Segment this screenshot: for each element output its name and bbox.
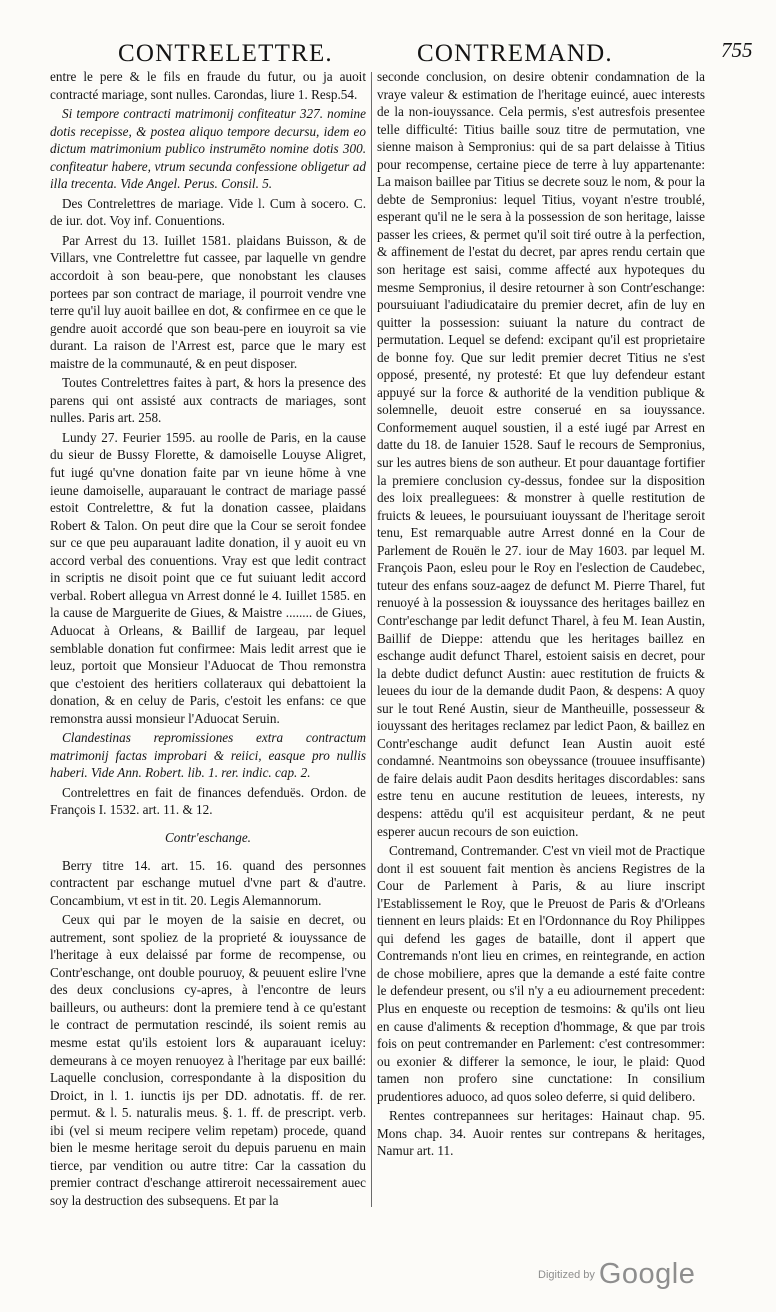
paragraph: Berry titre 14. art. 15. 16. quand des personnes contractent par eschange mutuel d'vne part & d'autre. Concambium, vt est in tit. 20. Legis Alemannorum. xyxy=(50,857,366,908)
paragraph: Lundy 27. Feurier 1595. au roolle de Paris, en la cause du sieur de Bussy Florette, & damoiselle Louyse Aligret, fut iugé qu'vne donation faite par vn ieune hōme à vne ieune damoiselle, auparauant le contract de mariage passé estoit Contrelettre, & fut la donation cassee, plaidans Robert & Talon. On peut dire que la Cour se seroit fondee sur ce que peu auparauant ladite donation, il y auoit eu vn accord verbal des conuentions. Vray est que ledit contract in scriptis ne disoit point que ce fut suiuant ledit accord verbal. Robert allegua vn Arrest donné le 4. Iuillet 1585. en la cause de Marguerite de Giues, & Maistre ........ de Giues, Aduocat à Orleans, & Baillif de Iargeau, par lequel semblable donation fut confirmee: Mais ledit arrest que ie leuz, portoit que Monsieur l'Aduocat de Thou remonstra que c'estoient des heritiers collateraux qui debattoient la donation, & en celuy de Paris, c'estoit les enfans: ce que remonstra aussi monsieur l'Aduocat Seruin. xyxy=(50,429,366,726)
watermark-digitized-label: Digitized by xyxy=(538,1268,595,1281)
paragraph: entre le pere & le fils en fraude du futur, ou ja auoit contracté mariage, sont nulles. Carondas, liure 1. Resp.54. xyxy=(50,69,366,102)
paragraph: seconde conclusion, on desire obtenir condamnation de la vraye valeur & estimation de l'heritage euincé, auec interests de la non-iouyssance. Cela permis, s'est autresfois presentee telle difficulté: Titius baille souz titre de permutation, vne sienne maison à Sempronius: qui de sa part delaisse à Titius pour recompense, certaine piece de terre à luy appartenante: La maison baillee par Titius se decrete souz le nom, & pour la debte de Sempronius: lequel Titius, voyant n'estre troublé, esperant qu'il ne le sera à la possession de son heritage, laisse passer les criees, & permet qu'il soit tiré outre à la perfection, & affinement de l'estat du decret, par apres rendu certain que son heritage est saisi, comme affecté aux hypoteques du mesme Sempronius, il desire retourner à son Contr'eschange: poursuiuant l'adiudicataire du premier decret, afin de luy en quitter la possession: suiuant la nature du contract de permutation. Lequel se defend: excipant qu'il est proprietaire de bonne foy. Que sur ledit premier decret Titius ne s'est opposé, presenté, ny protesté: Et que luy defendeur estant appuyé sur la force & authorité de la vendition publique & solemnelle, deuoit estre conserué en sa iouyssance. Conformement auquel soustien, il a esté iugé par Arrest en datte du 18. de Ianuier 1528. Sauf le recours de Sempronius, sur les autres biens de son autheur. Et pour dauantage fortifier la premiere conclusion cy-dessus, fondee sur la disposition des loix prealleguees: & monstrer à quelle restitution de fruicts & leuees, le poursuiuant iouyssant de l'heritage seroit tenu, Est remarquable autre Arrest donné en la Cour de Parlement de Rouën le 27. iour de May 1603. par lequel M. François Paon, esleu pour le Roy en l'eslection de Caudebec, tuteur des enfans souz-aagez de defunct M. Pierre Tharel, fut renuoyé à la possession & iouyssance des heritages baillez en Contr'eschange par ledit defunct Tharel, à feu M. Iean Austin, Baillif de Dieppe: attendu que les heritages baillez en eschange audit defunct Tharel, estoient saisis en decret, pour la debte dudict defunct Austin: auec restitution de fruicts & leuees du iour de la demande dudit Paon, & despens: A quoy sur le tout René Austin, sieur de Mantheuille, possesseur & iouyssant des heritages reclamez par ledict Paon, & baillez en Contr'eschange audit defunct Iean Austin auoit esté condamné. Neantmoins son obeyssance (trouuee insuffisante) de faire delais audit Paon desdits heritages discordables: sans estre tenu en aucune restitution de leuees, interests, ny despens: attēdu qu'il est acquisiteur perdant, & ne peut esperer aucun recours de son euiction. xyxy=(377,69,705,839)
paragraph: Contrelettres en fait de finances defenduës. Ordon. de François I. 1532. art. 11. & 12. xyxy=(50,784,366,818)
paragraph: Contremand, Contremander. C'est vn vieil mot de Practique dont il est souuent fait mention ès anciens Registres de la Cour de Parlement à Paris, & au liure inscript l'Establissement le Roy, que le Preuost de Paris & d'Orleans tiennent en leurs plaids: Et en l'Ordonnance du Roy Philippes qui defend les gages de bataille, dont il appert que Contremands n'ont lieu en crimes, en reintegrande, en action de chose mobiliere, apres que la demande a esté faite contre le defendeur present, ou s'il n'y a eu adiournement precedent: Plus en enqueste ou reception de tesmoins: & qu'ils ont lieu en cause d'aliments & reception d'hommage, & que par trois fois on peut contremander en Parlement: c'est contresommer: ou exonier & differer la semonce, le iour, le plaid: Quod tamen non profero sine cunctatione: In consilium prudentiores aduoco, ad quos soleo deferre, si quid delibero. xyxy=(377,843,705,1104)
paragraph: Des Contrelettres de mariage. Vide l. Cum à socero. C. de iur. dot. Voy inf. Conuentions. xyxy=(50,195,366,229)
paragraph: Toutes Contrelettres faites à part, & hors la presence des parens qui ont assisté aux contracts de mariages, sont nulles. Paris art. 258. xyxy=(50,375,366,426)
page-number: 755 xyxy=(721,38,753,62)
paragraph: Si tempore contracti matrimonij confiteatur 327. nomine dotis recepisse, & postea aliquo tempore decursu, idem eo dictum matrimonium publico instrumēto nomine dotis 300. confiteatur habere, vtrum secunda confessione obligetur ad illa trecenta. Vide Angel. Perus. Consil. 5. xyxy=(50,106,366,192)
right-column xyxy=(377,68,705,1160)
paragraph: Ceux qui par le moyen de la saisie en decret, ou autrement, sont spoliez de la proprieté & iouyssance de l'heritage à eux delaissé par forme de recompense, ou Contr'eschange, ont double pouruoy, & peuuent eslire l'vne des deux conclusions cy-apres, à l'encontre de leurs bailleurs, ou autheurs: dont la premiere tend à ce qu'estant le contract de permutation rescindé, ils soient remis au mesme estat qu'ils estoient lors & auparauant iceluy: demeurans à ce moyen renuoyez à l'heritage par eux baillé: Laquelle conclusion, correspondante à la disposition du Droict, in l. 1. iunctis ijs per DD. adnotatis. ff. de rer. permut. & l. 5. naturalis meus. §. 1. ff. de prescript. verb. ibi (vel si meum recipere velim repetam) procede, quand bien le mesme heritage seroit du depuis paruenu en main tierce, par vendition ou autre titre: Car la cassation du premier contract d'eschange attireroit necessairement auec soy la destruction des subsequens. Et par la xyxy=(50,912,366,1208)
paragraph: Rentes contrepannees sur heritages: Hainaut chap. 95. Mons chap. 34. Auoir rentes sur contrepans & heritages, Namur art. 11. xyxy=(377,1108,705,1159)
google-watermark xyxy=(538,1258,695,1291)
paragraph: Clandestinas repromissiones extra contractum matrimonij factas improbari & reiici, easque pro nullis haberi. Vide Ann. Robert. lib. 1. rer. indic. cap. 2. xyxy=(50,730,366,781)
left-running-head: CONTRELETTRE. xyxy=(118,40,333,67)
section-heading: Contr'eschange. xyxy=(165,829,251,845)
column-divider xyxy=(371,72,372,1207)
left-column xyxy=(50,68,366,1209)
paragraph: Par Arrest du 13. Iuillet 1581. plaidans Buisson, & de Villars, vne Contrelettre fut cassee, par laquelle vn gendre accordoit à son beau-pere, que nonobstant les clauses portees par son contract de mariage, il pourroit vendre vne terre qu'il luy auoit baillee en dot, & confirmee en ce que le gendre auoit accordé que son beau-pere en iouyroit sa vie durant. La raison de l'Arrest est, parce que le mary est maistre de la communauté, & en peut disposer. xyxy=(50,232,366,371)
right-running-head: CONTREMAND. xyxy=(417,40,613,67)
watermark-google-logo: Google xyxy=(598,1258,696,1290)
